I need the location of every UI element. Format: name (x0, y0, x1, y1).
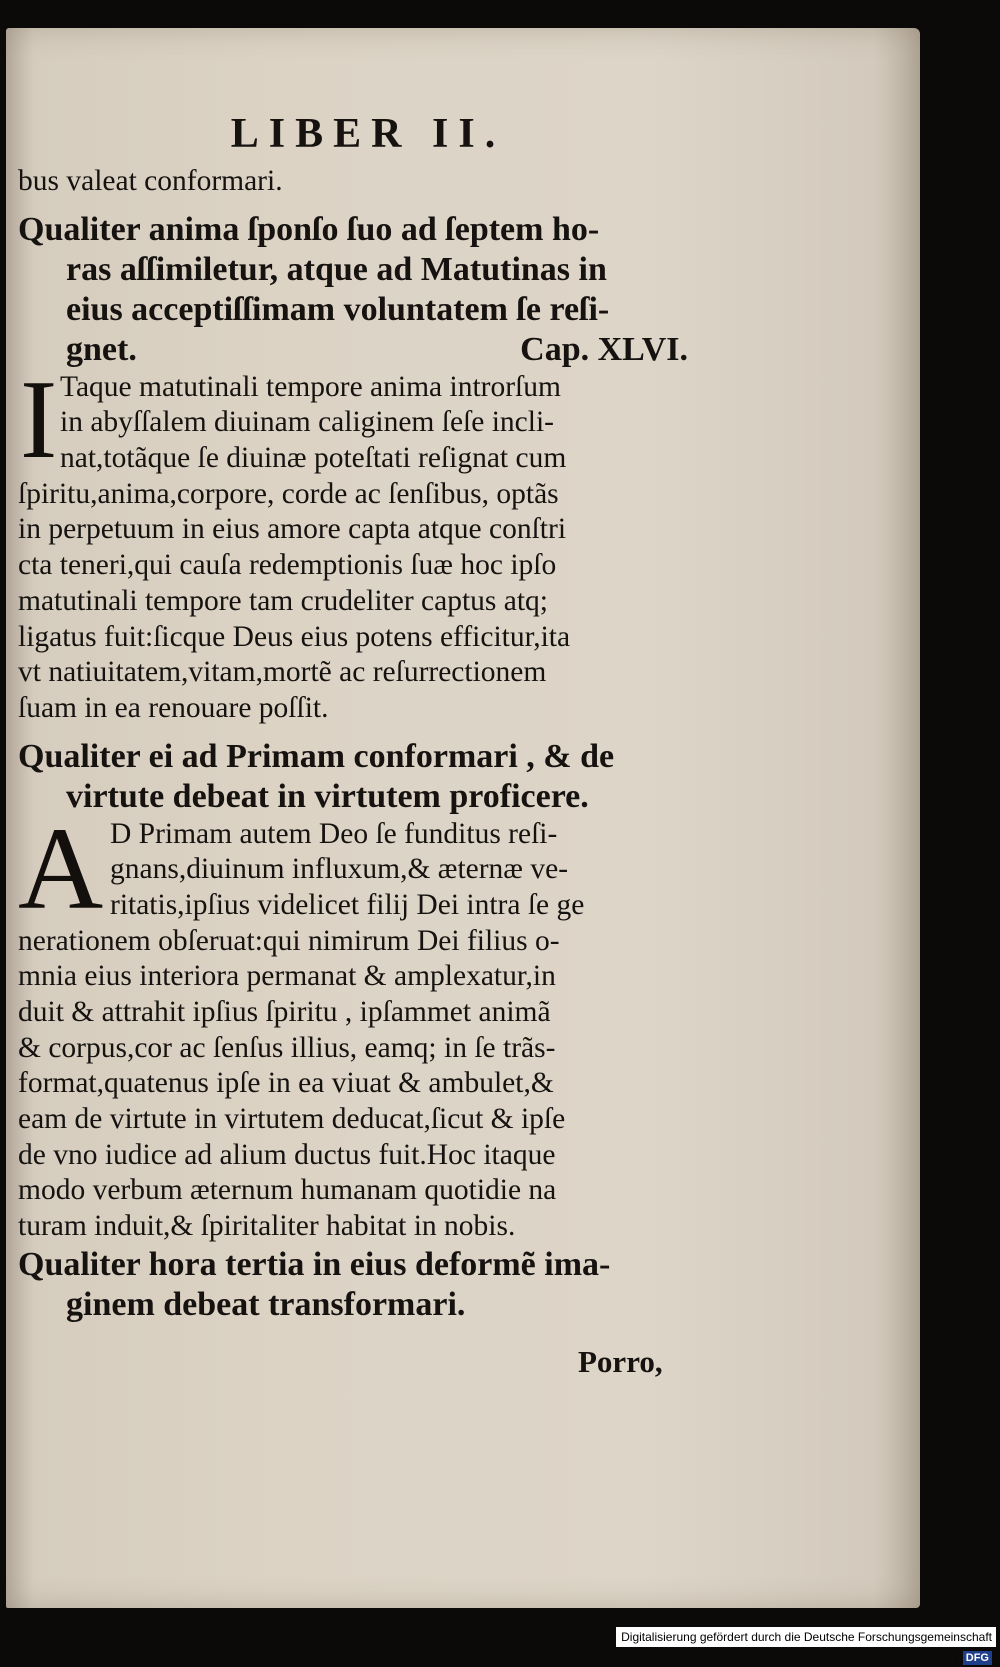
text-line: ligatus fuit:ſicque Deus eius potens efficitur,ita (18, 620, 571, 653)
heading-line: ras aſſimiletur, atque ad Matutinas in (66, 250, 607, 288)
paragraph (18, 802, 688, 1245)
heading-line: virtute debeat in virtutem proficere. (66, 777, 589, 815)
chapter-heading (18, 210, 688, 370)
footer-credit (616, 1627, 996, 1664)
text-line: mnia eius interiora permanat & amplexatur,in (18, 960, 556, 993)
chapter-number: Cap. XLVI. (520, 330, 688, 368)
paragraph (18, 357, 688, 727)
text-line: nerationem obſeruat:qui nimirum Dei filius o- (18, 924, 560, 957)
text-line: ſuam in ea renouare poſſit. (18, 691, 329, 724)
text-line: gnans,diuinum influxum,& æternæ ve- (110, 853, 569, 886)
heading-line: Qualiter anima ſponſo ſuo ad ſeptem ho- (18, 210, 600, 248)
chapter-heading (18, 1245, 688, 1325)
text-line: ſpiritu,anima,corpore, corde ac ſenſibus, optãs (18, 477, 559, 510)
text-line: turam induit,& ſpiritaliter habitat in nobis. (18, 1210, 516, 1243)
heading-word: gnet. (66, 330, 137, 368)
text-line: de vno iudice ad alium ductus fuit.Hoc itaque (18, 1138, 556, 1171)
page-text-block (18, 108, 688, 1325)
text-line: & corpus,cor ac ſenſus illius, eamq; in ſe trãs- (18, 1031, 556, 1064)
text-line: matutinali tempore tam crudeliter captus atq; (18, 584, 548, 617)
heading-line: Qualiter ei ad Primam conformari , & de (18, 737, 615, 775)
text-line: vt natiuitatem,vitam,mortẽ ac reſurrectionem (18, 656, 547, 689)
text-line: duit & attrahit ipſius ſpiritu , ipſammet animã (18, 996, 551, 1028)
drop-cap: A (18, 802, 104, 934)
catchword: Porro, (578, 1344, 663, 1379)
text-line: ritatis,ipſius videlicet filij Dei intra ſe ge (110, 888, 585, 921)
footer-text: Digitalisierung gefördert durch die Deutsche Forschungsgemeinschaft · (621, 1630, 992, 1664)
text-line: Taque matutinali tempore anima introrſum (60, 370, 561, 403)
text-line: in abyſſalem diuinam caliginem ſeſe incli- (60, 406, 554, 439)
text-line: nat,totãque ſe diuinæ poteſtati reſignat cum (60, 442, 567, 475)
drop-cap: I (20, 357, 58, 482)
heading-line-chapter (18, 330, 688, 370)
chapter-heading (18, 737, 688, 817)
text-line: eam de virtute in virtutem deducat,ſicut & ipſe (18, 1103, 566, 1136)
heading-line: ginem debeat transformari. (66, 1285, 466, 1323)
heading-line: Qualiter hora tertia in eius deformẽ ima- (18, 1245, 611, 1283)
heading-line: eius acceptiſſimam voluntatem ſe reſi- (66, 290, 610, 328)
text-line: format,quatenus ipſe in ea viuat & ambulet,& (18, 1067, 554, 1100)
running-head: LIBER II. (230, 111, 506, 157)
dfg-logo: DFG (963, 1651, 992, 1665)
text-line: bus valeat conformari. (18, 165, 283, 197)
book-page (6, 28, 920, 1608)
text-line: cta teneri,qui cauſa redemptionis ſuæ hoc ipſo (18, 549, 557, 582)
text-line: in perpetuum in eius amore capta atque conſtri (18, 513, 567, 546)
text-line: D Primam autem Deo ſe funditus reſi- (110, 817, 558, 850)
text-line: modo verbum æternum humanam quotidie na (18, 1174, 557, 1207)
